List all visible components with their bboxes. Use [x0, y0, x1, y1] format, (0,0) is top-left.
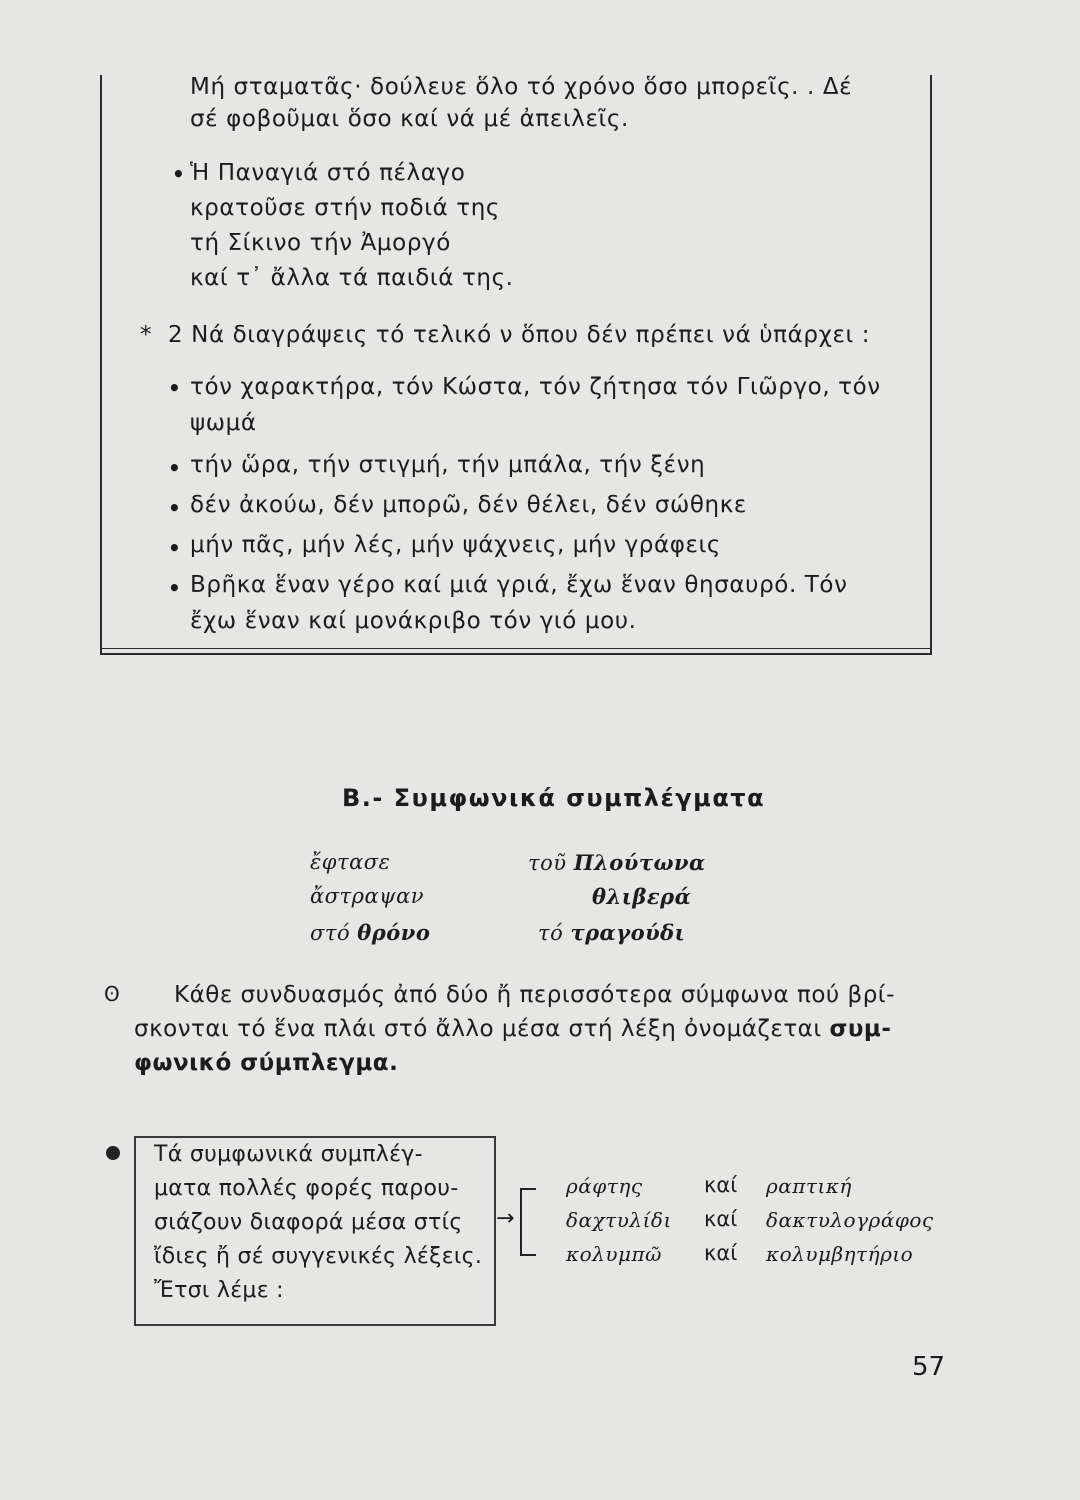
bullet: • [168, 576, 181, 600]
exercise-item-4: μήν πᾶς, μήν λές, μήν ψάχνεις, μήν γράφεις [190, 532, 722, 558]
note-line-1: Τά συμφωνικά συμπλέγ- [154, 1142, 423, 1167]
bullet: • [168, 376, 181, 400]
word-pair-1-b: ραπτική [766, 1174, 852, 1198]
note-bullet [106, 1146, 120, 1160]
note-line-3: σιάζουν διαφορά μέσα στίς [154, 1210, 463, 1235]
bullet: • [168, 456, 181, 480]
exercise-item-2: τήν ὥρα, τήν στιγμή, τήν μπάλα, τήν ξένη [190, 452, 706, 478]
definition-symbol: ʘ [104, 982, 120, 1006]
word-pair-3-kai: καί [704, 1241, 738, 1265]
page-number: 57 [912, 1352, 946, 1382]
note-line-2: ματα πολλές φορές παρου- [154, 1176, 459, 1201]
word-pair-2-b: δακτυλογράφος [766, 1208, 934, 1232]
example-right-3: τό τραγούδι [538, 920, 686, 945]
word-pair-1-a: ράφτης [566, 1174, 643, 1198]
example-left-2: ἄστραψαν [310, 884, 425, 908]
exercise-item-3: δέν ἀκούω, δέν μπορῶ, δέν θέλει, δέν σώθηκε [190, 492, 747, 518]
bullet: • [168, 496, 181, 520]
exercise-item-1: τόν χαρακτήρα, τόν Κώστα, τόν ζήτησα τόν Γιῶργο, τόν [190, 374, 881, 400]
definition-line-3: φωνικό σύμπλεγμα. [134, 1050, 399, 1076]
word-pair-2-a: δαχτυλίδι [566, 1208, 672, 1232]
poem-line-1: Ἡ Παναγιά στό πέλαγο [190, 160, 466, 186]
word-pair-3-b: κολυμβητήριο [766, 1242, 914, 1266]
example-left-1: ἔφτασε [310, 850, 391, 874]
example-left-3: στό θρόνο [310, 920, 431, 945]
exercise-item-1-cont: ψωμά [190, 410, 257, 436]
example-right-2: θλιβερά [592, 884, 692, 909]
bullet: • [172, 162, 185, 186]
exercise-item-5-cont: ἔχω ἕναν καί μονάκριβο τόν γιό μου. [190, 608, 637, 634]
definition-line-2: σκονται τό ἕνα πλάι στό ἄλλο μέσα στή λέξη ὀνομάζεται συμ- [134, 1016, 892, 1042]
note-line-4: ἴδιες ἤ σέ συγγενικές λέξεις. [154, 1244, 483, 1269]
definition-term-start: συμ- [829, 1016, 892, 1042]
exercise-instruction: 2 Νά διαγράψεις τό τελικό ν ὅπου δέν πρέπει νά ὑπάρχει : [168, 322, 871, 348]
section-title: Β.- Συμφωνικά συμπλέγματα [342, 784, 766, 812]
word-pair-3-a: κολυμπῶ [566, 1242, 662, 1266]
bracket [520, 1188, 536, 1256]
word-pair-2-kai: καί [704, 1207, 738, 1231]
exercise-item-5: Βρῆκα ἕναν γέρο καί μιά γριά, ἔχω ἕναν θησαυρό. Τόν [190, 572, 848, 598]
exercise-star: * [140, 322, 153, 348]
example-right-1: τοῦ Πλούτωνα [528, 850, 706, 875]
word-pair-1-kai: καί [704, 1173, 738, 1197]
arrow-right-icon: → [496, 1206, 515, 1231]
poem-line-3: τή Σίκινο τήν Ἀμοργό [190, 230, 451, 256]
bullet: • [168, 536, 181, 560]
poem-line-2: κρατοῦσε στήν ποδιά της [190, 195, 500, 221]
box-line-1: Μή σταματᾶς· δούλευε ὅλο τό χρόνο ὅσο μπορεῖς. . Δέ [190, 74, 853, 100]
box-line-2: σέ φοβοῦμαι ὅσο καί νά μέ ἀπειλεῖς. [190, 106, 629, 132]
definition-line-1: Κάθε συνδυασμός ἀπό δύο ἤ περισσότερα σύμφωνα πού βρί- [174, 982, 895, 1008]
note-line-5: Ἔτσι λέμε : [154, 1278, 284, 1303]
note-box [134, 1136, 496, 1326]
poem-line-4: καί τ᾽ ἄλλα τά παιδιά της. [190, 265, 514, 291]
